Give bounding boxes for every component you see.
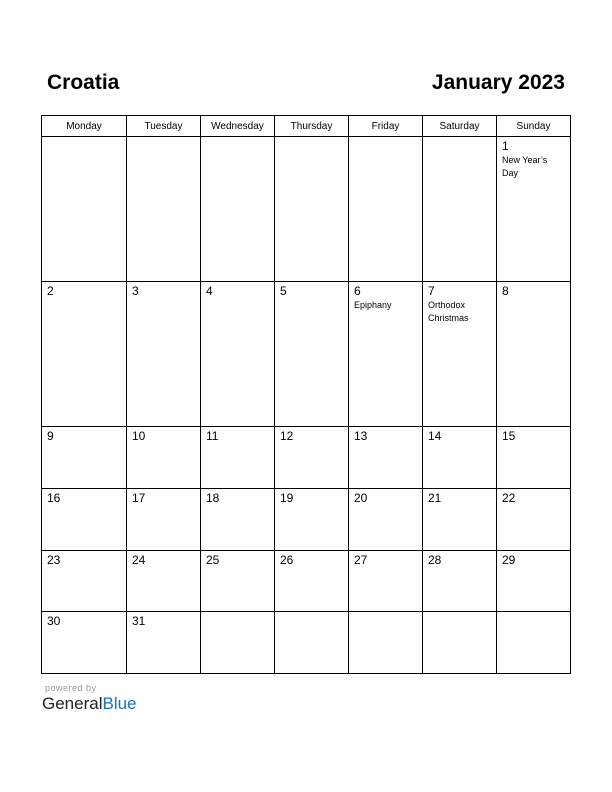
day-number: 5 <box>280 284 287 299</box>
day-cell <box>349 488 423 550</box>
day-number: 20 <box>354 490 368 505</box>
day-number: 22 <box>502 490 516 505</box>
empty-day-cell <box>349 137 423 282</box>
empty-day-cell <box>201 137 275 282</box>
holiday-label: Epiphany <box>354 300 392 311</box>
day-number: 18 <box>206 490 220 505</box>
empty-day-cell <box>423 137 497 282</box>
day-number: 17 <box>132 490 146 505</box>
day-cell <box>42 282 127 427</box>
day-cell <box>201 282 275 427</box>
week-row <box>42 137 571 282</box>
month-year-title: January 2023 <box>431 71 565 94</box>
day-number: 4 <box>206 284 213 299</box>
empty-day-cell <box>127 137 201 282</box>
day-cell <box>275 282 349 427</box>
weekday-header: Friday <box>349 116 423 137</box>
day-cell <box>349 550 423 612</box>
day-cell <box>42 550 127 612</box>
empty-day-cell <box>275 137 349 282</box>
day-cell <box>497 282 571 427</box>
day-cell <box>497 137 571 282</box>
brand-general: General <box>42 694 103 713</box>
day-number: 30 <box>47 614 61 629</box>
day-number: 2 <box>47 284 54 299</box>
empty-day-cell <box>497 612 571 674</box>
day-cell <box>497 550 571 612</box>
day-number: 28 <box>428 552 442 567</box>
day-number: 21 <box>428 490 442 505</box>
day-cell <box>275 488 349 550</box>
weekday-header-row <box>42 116 571 137</box>
week-row <box>42 282 571 427</box>
weekday-header: Monday <box>42 116 127 137</box>
day-cell <box>127 427 201 489</box>
day-cell <box>497 488 571 550</box>
empty-day-cell <box>275 612 349 674</box>
day-cell <box>127 488 201 550</box>
day-number: 12 <box>280 429 294 444</box>
day-cell <box>423 282 497 427</box>
day-cell <box>201 488 275 550</box>
day-number: 9 <box>47 429 54 444</box>
day-number: 24 <box>132 552 146 567</box>
day-number: 27 <box>354 552 368 567</box>
weekday-header: Tuesday <box>127 116 201 137</box>
day-number: 11 <box>206 429 219 444</box>
day-cell <box>127 550 201 612</box>
day-number: 31 <box>132 614 146 629</box>
brand-blue: Blue <box>102 694 137 713</box>
day-cell <box>423 488 497 550</box>
generalblue-logo[interactable] <box>42 694 137 714</box>
day-cell <box>349 427 423 489</box>
day-number: 8 <box>502 284 509 299</box>
weekday-header: Saturday <box>423 116 497 137</box>
day-number: 26 <box>280 552 294 567</box>
day-cell <box>423 550 497 612</box>
day-number: 15 <box>502 429 516 444</box>
empty-day-cell <box>349 612 423 674</box>
day-number: 13 <box>354 429 368 444</box>
day-cell <box>127 282 201 427</box>
day-cell <box>42 488 127 550</box>
empty-day-cell <box>42 137 127 282</box>
week-row <box>42 612 571 674</box>
day-number: 23 <box>47 552 61 567</box>
day-number: 19 <box>280 490 294 505</box>
powered-by-text: powered by <box>45 683 97 693</box>
country-title: Croatia <box>47 71 120 94</box>
day-cell <box>275 427 349 489</box>
weekday-header: Thursday <box>275 116 349 137</box>
day-cell <box>201 427 275 489</box>
day-number: 1 <box>502 139 509 153</box>
day-number: 16 <box>47 490 61 505</box>
weekday-header: Sunday <box>497 116 571 137</box>
week-row <box>42 550 571 612</box>
day-number: 10 <box>132 429 146 444</box>
day-number: 3 <box>132 284 139 299</box>
day-cell <box>349 282 423 427</box>
day-cell <box>275 550 349 612</box>
day-number: 25 <box>206 552 220 567</box>
holiday-label: New Year’s Day <box>502 155 548 178</box>
day-cell <box>423 427 497 489</box>
calendar-grid <box>41 115 571 674</box>
empty-day-cell <box>423 612 497 674</box>
day-number: 29 <box>502 552 516 567</box>
weekday-header: Wednesday <box>201 116 275 137</box>
week-row <box>42 427 571 489</box>
holiday-label: Orthodox Christmas <box>428 300 469 324</box>
day-cell <box>497 427 571 489</box>
day-cell <box>42 612 127 674</box>
week-row <box>42 488 571 550</box>
empty-day-cell <box>201 612 275 674</box>
day-cell <box>42 427 127 489</box>
day-cell <box>127 612 201 674</box>
day-number: 7 <box>428 284 435 299</box>
day-number: 14 <box>428 429 442 444</box>
day-number: 6 <box>354 284 361 299</box>
day-cell <box>201 550 275 612</box>
